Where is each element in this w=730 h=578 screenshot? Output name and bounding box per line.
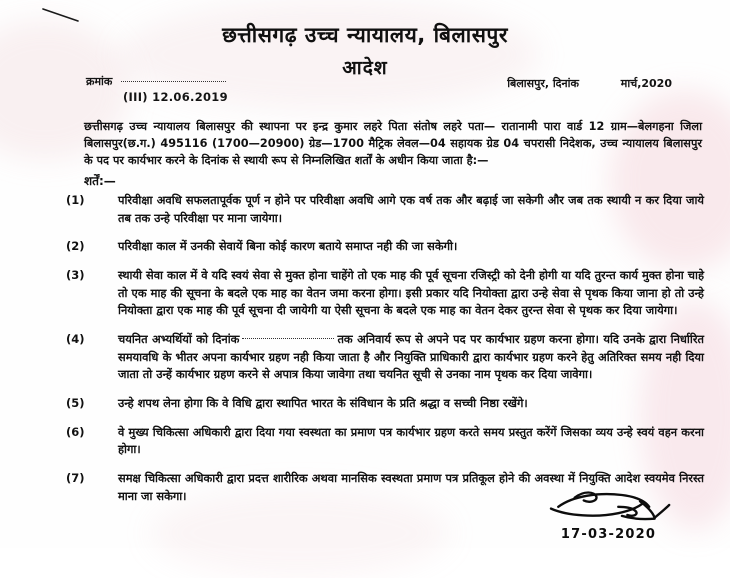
condition-text: परिवीक्षा काल में उनकी सेवायें बिना कोई कारण बताये समाप्त नही की जा सकेगी। [118,239,458,254]
court-title: छत्तीसगढ़ उच्च न्यायालय, बिलासपुर [222,23,508,47]
condition-number: (5) [66,396,85,411]
condition-item [62,238,704,256]
kramank-label: क्रमांक [86,75,113,88]
condition-number: (3) [66,268,85,283]
condition-item [62,267,704,320]
stray-pen-mark-icon [42,8,80,22]
condition-item [62,192,704,227]
conditions-label: शर्तें:— [84,174,116,188]
condition-text-with-blank [118,331,704,384]
condition-text: स्थायी सेवा काल में वे यदि स्वयं सेवा से मुक्त होना चाहेंगे तो एक माह की पूर्व सूचना रजिस्ट्री को देनी होगी या यदि तुरन्त कार्य मुक्त होना चाहे तो एक माह की सूचना के बदले एक माह का वेतन जमा करना होगा। इसी प्रकार यदि नियोक्ता द्वारा उन्हे सेवा से पृथक किया जाना हो तो उन्हे नियोक्ता द्वारा एक माह की पूर्व सूचना दी जायेगी या ऐसी सूचना के बदले एक माह का वेतन देकर तुरन्त सेवा से पृथक कर दिया जायेगा। [118,268,704,318]
kramank-blank-line [121,80,226,82]
condition-text: उन्हे शपथ लेना होगा कि वे विधि द्वारा स्थापित भारत के संविधान के प्रति श्रद्धा व सच्ची निष्ठा रखेंगे। [118,396,528,411]
condition-item [62,424,704,459]
place-and-date [507,76,672,91]
joining-date-blank-line [242,337,334,339]
condition-number: (1) [66,193,85,207]
condition-number: (2) [66,239,85,254]
condition-text: समक्ष चिकित्सा अधिकारी द्वारा प्रदत्त शारीरिक अथवा मानसिक स्वस्थता प्रमाण पत्र प्रतिकूल होने की अवस्था में नियुक्ति आदेश स्वयमेव निरस्त माना जा सकेगा। [118,471,704,503]
condition-number: (4) [66,332,85,347]
intro-paragraph: छत्तीसगढ़ उच्च न्यायालय बिलासपुर की स्थापना पर इन्द्र कुमार लहरे पिता संतोष लहरे पता— रातानामी पारा वार्ड 12 ग्राम—बेलगहना जिला बिलासपुर(छ.ग.) 495116 (1700—20900) ग्रेड—1700 मैट्रिक लेवल—04 सहायक ग्रेड 04 चपरासी निदेशक, उच्च न्यायालय बिलासपुर के पद पर कार्यभार करने के दिनांक से स्थायी रूप से निम्नलिखित शर्तों के अधीन किया जाता है:— [84,120,702,168]
reference-number: (III) 12.06.2019 [123,90,228,104]
condition-item [62,395,704,413]
order-date: मार्च,2020 [620,77,672,90]
handwritten-signature-icon [531,485,686,525]
signature-date: 17-03-2020 [560,527,657,542]
condition-text-after-blank: तक अनिवार्य रूप से अपने पद पर कार्यभार ग्रहण करना होगा। यदि उनके द्वारा निर्धारित समयावधि के भीतर अपना कार्यभार ग्रहण नही किया जाता है और नियुक्ति प्राधिकारी द्वारा कार्यभार ग्रहण करने हेतु अतिरिक्त समय नही दिया जाता तो उन्हें कार्यभार ग्रहण करने से अपात्र किया जावेगा तथा चयनित सूची से उनका नाम पृथक कर दिया जावेगा। [118,332,704,382]
condition-text: वे मुख्य चिकित्सा अधिकारी द्वारा दिया गया स्वस्थता का प्रमाण पत्र कार्यभार ग्रहण करते समय प्रस्तुत करेंगें जिसका व्यय उन्हे स्वयं वहन करना होगा। [118,424,704,457]
place-label: बिलासपुर, दिनांक [507,77,579,90]
condition-number: (7) [66,471,85,486]
condition-number: (6) [66,424,85,439]
document-header [0,22,730,80]
conditions-list [62,192,704,516]
condition-item [62,331,704,384]
kramank-field [86,74,226,89]
signature-block [521,485,696,542]
order-heading: आदेश [342,57,388,80]
condition-text-before-blank: चयनित अभ्यर्थियों को दिनांक [118,332,240,347]
condition-text: परिवीक्षा अवधि सफलतापूर्वक पूर्ण न होने पर परिवीक्षा अवधि आगे एक वर्ष तक और बढ़ाई जा सकेगी और जब तक स्थायी न कर दिया जाये तब तक उन्हे परिवीक्षा पर माना जायेगा। [118,193,704,225]
